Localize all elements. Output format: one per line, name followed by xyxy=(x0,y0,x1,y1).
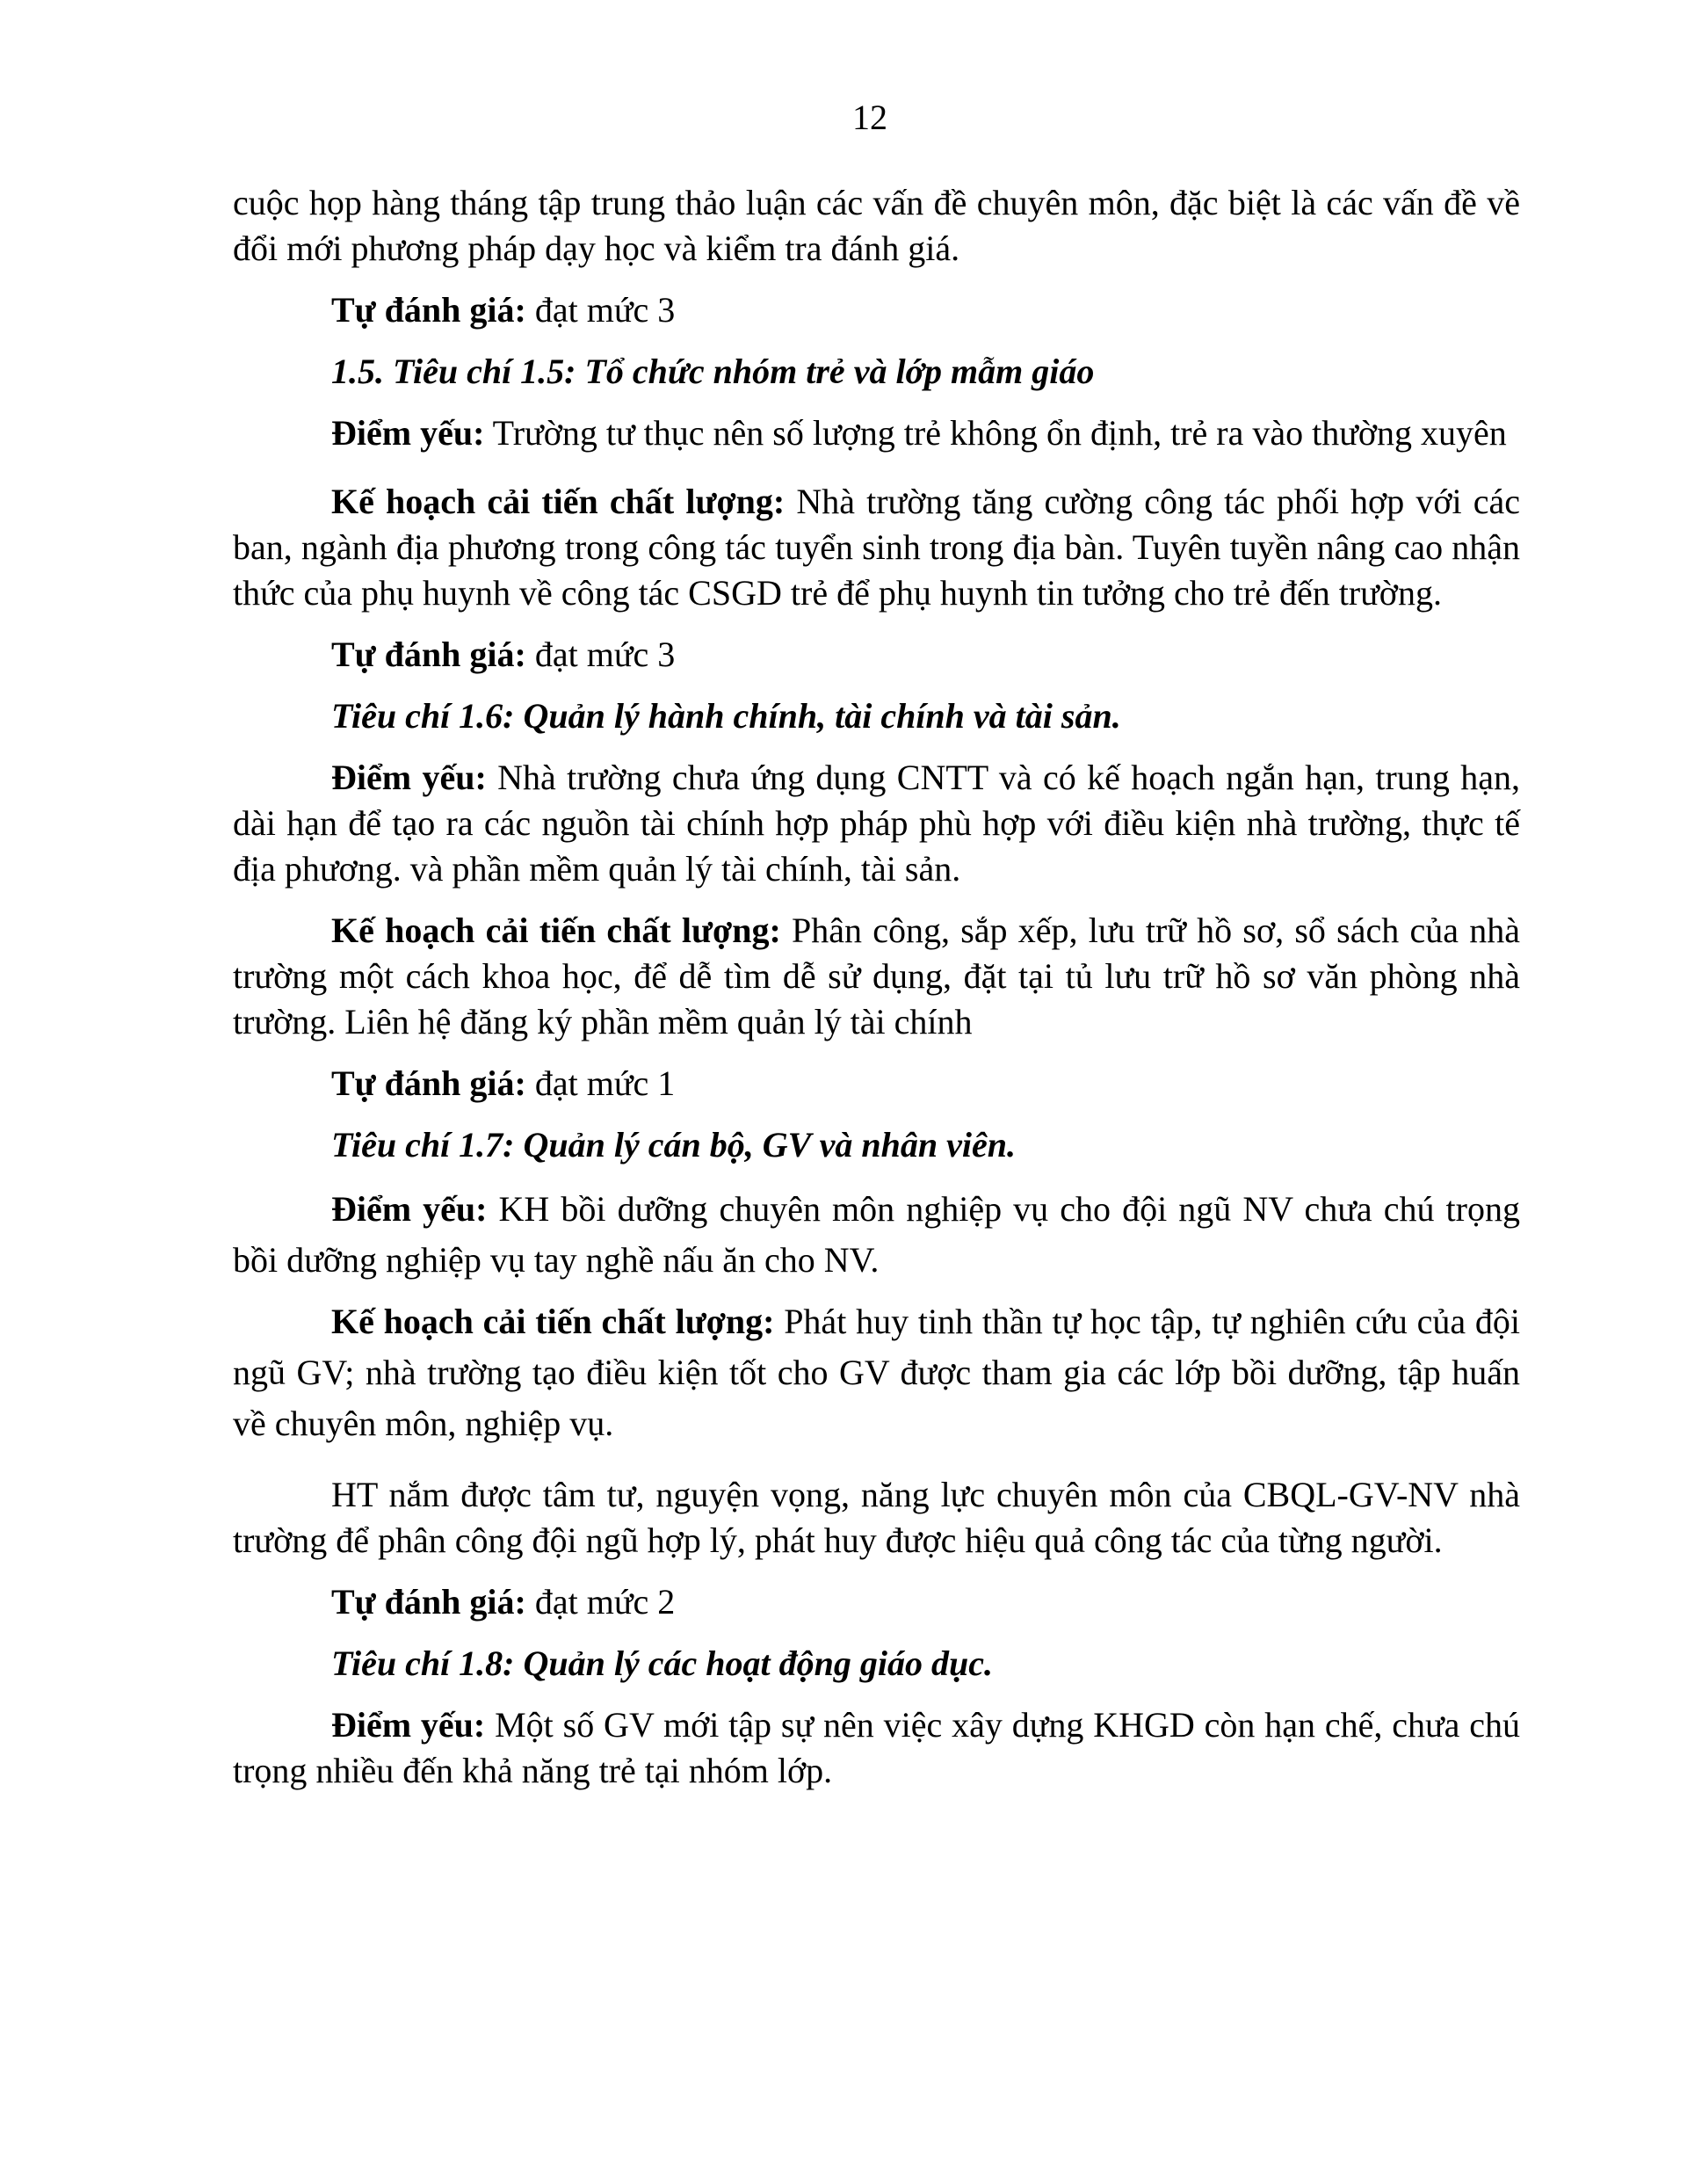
weakness-1-6: Điểm yếu: Nhà trường chưa ứng dụng CNTT và có kế hoạch ngắn hạn, trung hạn, dài hạn để tạo ra các nguồn tài chính hợp pháp phù hợp với điều kiện nhà trường, thực tế địa phương. và phần mềm quản lý tài chính, tài sản. xyxy=(233,758,1520,889)
criterion-heading-1-8: Tiêu chí 1.8: Quản lý các hoạt động giáo dục. xyxy=(331,1643,993,1683)
weakness-1-7: Điểm yếu: KH bồi dưỡng chuyên môn nghiệp vụ cho đội ngũ NV chưa chú trọng bồi dưỡng nghiệp vụ tay nghề nấu ăn cho NV. xyxy=(233,1189,1520,1280)
self-assessment-1-4: Tự đánh giá: đạt mức 3 xyxy=(331,290,676,330)
improvement-plan-1-6: Kế hoạch cải tiến chất lượng: Phân công, sắp xếp, lưu trữ hồ sơ, sổ sách của nhà trường một cách khoa học, để dễ tìm dễ sử dụng, đặt tại tủ lưu trữ hồ sơ văn phòng nhà trường. Liên hệ đăng ký phần mềm quản lý tài chính xyxy=(233,911,1520,1041)
criterion-heading-1-5: 1.5. Tiêu chí 1.5: Tổ chức nhóm trẻ và lớp mẫm giáo xyxy=(331,352,1095,391)
document-body xyxy=(233,180,1520,1794)
weakness-1-8: Điểm yếu: Một số GV mới tập sự nên việc xây dựng KHGD còn hạn chế, chưa chú trọng nhiều đến khả năng trẻ tại nhóm lớp. xyxy=(233,1705,1520,1790)
self-assessment-1-5: Tự đánh giá: đạt mức 3 xyxy=(331,635,676,674)
criterion-heading-1-7: Tiêu chí 1.7: Quản lý cán bộ, GV và nhân viên. xyxy=(331,1125,1016,1165)
self-assessment-1-6: Tự đánh giá: đạt mức 1 xyxy=(331,1063,676,1103)
paragraph-staffing: HT nắm được tâm tư, nguyện vọng, năng lực chuyên môn của CBQL-GV-NV nhà trường để phân công đội ngũ hợp lý, phát huy được hiệu quả công tác của từng người. xyxy=(233,1475,1520,1560)
improvement-plan-1-7: Kế hoạch cải tiến chất lượng: Phát huy tinh thần tự học tập, tự nghiên cứu của đội ngũ GV; nhà trường tạo điều kiện tốt cho GV được tham gia các lớp bồi dưỡng, tập huấn về chuyên môn, nghiệp vụ. xyxy=(233,1302,1520,1443)
weakness-1-5: Điểm yếu: Trường tư thục nên số lượng trẻ không ổn định, trẻ ra vào thường xuyên xyxy=(331,413,1507,453)
page-number: 12 xyxy=(852,98,887,137)
paragraph-intro: cuộc họp hàng tháng tập trung thảo luận các vấn đề chuyên môn, đặc biệt là các vấn đề về đổi mới phương pháp dạy học và kiểm tra đánh giá. xyxy=(233,183,1520,268)
improvement-plan-1-5: Kế hoạch cải tiến chất lượng: Nhà trường tăng cường công tác phối hợp với các ban, ngành địa phương trong công tác tuyển sinh trong địa bàn. Tuyên tuyền nâng cao nhận thức của phụ huynh về công tác CSGD trẻ để phụ huynh tin tưởng cho trẻ đến trường. xyxy=(233,482,1520,613)
criterion-heading-1-6: Tiêu chí 1.6: Quản lý hành chính, tài chính và tài sản. xyxy=(331,696,1121,736)
self-assessment-1-7: Tự đánh giá: đạt mức 2 xyxy=(331,1582,676,1622)
